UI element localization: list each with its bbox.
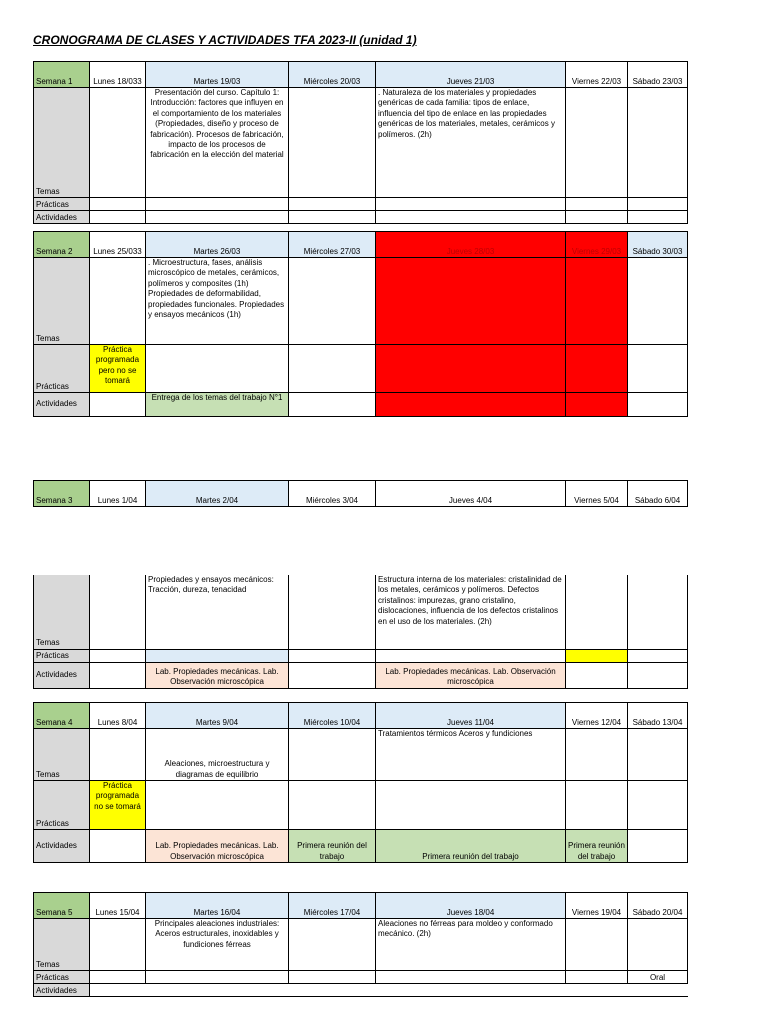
day-header: Jueves 21/03 — [376, 62, 566, 88]
day-header: Viernes 22/03 — [566, 62, 628, 88]
temas-row — [34, 919, 688, 971]
holiday-cell — [376, 393, 566, 417]
actividad-cell: Primera reunión del trabajo — [566, 830, 628, 863]
week-1-table — [33, 61, 688, 224]
day-header: Miércoles 3/04 — [289, 481, 376, 507]
tema-cell: Aleaciones, microestructura y diagramas de equilibrio — [146, 729, 289, 781]
day-header: Jueves 4/04 — [376, 481, 566, 507]
week-2-table — [33, 231, 688, 417]
cell — [628, 88, 688, 198]
day-header: Jueves 11/04 — [376, 703, 566, 729]
day-header: Miércoles 17/04 — [289, 893, 376, 919]
week-label: Semana 3 — [34, 481, 90, 507]
tema-cell: Aleaciones no férreas para moldeo y conformado mecánico. (2h) — [376, 919, 566, 971]
cell — [90, 258, 146, 345]
tema-cell: Propiedades y ensayos mecánicos: Tracción, dureza, tenacidad — [146, 575, 289, 649]
actividades-row — [34, 662, 688, 688]
week-header-row — [34, 62, 688, 88]
highlight-cell — [566, 649, 628, 662]
actividad-cell: Primera reunión del trabajo — [376, 830, 566, 863]
tema-cell: Estructura interna de los materiales: cristalinidad de los metales, cerámicos y polímeros. Defectos cristalinos: impurezas, grano cristalino, dislocaciones, influencia de los defectos cristalinos en el uso de los materiales. (2h) — [376, 575, 566, 649]
day-header: Lunes 15/04 — [90, 893, 146, 919]
day-header: Sábado 30/03 — [628, 232, 688, 258]
day-header: Sábado 13/04 — [628, 703, 688, 729]
day-header: Martes 9/04 — [146, 703, 289, 729]
week-5-table — [33, 892, 688, 997]
practicas-row — [34, 649, 688, 662]
day-header: Sábado 20/04 — [628, 893, 688, 919]
week-label: Semana 1 — [34, 62, 90, 88]
actividad-cell: Lab. Propiedades mecánicas. Lab. Observación microscópica — [146, 830, 289, 863]
day-header: Miércoles 20/03 — [289, 62, 376, 88]
holiday-cell — [566, 345, 628, 393]
actividades-row — [34, 393, 688, 417]
practicas-row — [34, 198, 688, 211]
week-header-row — [34, 893, 688, 919]
cell — [289, 258, 376, 345]
row-label: Prácticas — [34, 971, 90, 984]
row-label: Temas — [34, 88, 90, 198]
week-header-row — [34, 481, 688, 507]
actividades-row — [34, 984, 688, 997]
day-header: Lunes 25/033 — [90, 232, 146, 258]
day-header: Jueves 18/04 — [376, 893, 566, 919]
row-label: Actividades — [34, 662, 90, 688]
actividades-row — [34, 830, 688, 863]
day-header: Viernes 19/04 — [566, 893, 628, 919]
holiday-cell — [376, 258, 566, 345]
row-label: Temas — [34, 919, 90, 971]
row-label: Temas — [34, 729, 90, 781]
row-label: Actividades — [34, 393, 90, 417]
temas-row — [34, 575, 688, 649]
day-header: Martes 16/04 — [146, 893, 289, 919]
tema-cell: Principales aleaciones industriales: Aceros estructurales, inoxidables y fundiciones férreas — [146, 919, 289, 971]
practica-note: Práctica programada no se tomará — [90, 781, 146, 830]
day-header: Lunes 18/033 — [90, 62, 146, 88]
week-label: Semana 2 — [34, 232, 90, 258]
row-label: Temas — [34, 258, 90, 345]
tema-cell: Presentación del curso. Capítulo 1: Introducción: factores que influyen en el comportamiento de los materiales (Propiedades, diseño y proceso de fabricación). Procesos de fabricación, impacto de los procesos de fabricación en la elección del material — [146, 88, 289, 198]
row-label: Actividades — [34, 830, 90, 863]
row-label: Prácticas — [34, 198, 90, 211]
cell — [566, 88, 628, 198]
row-label: Prácticas — [34, 781, 90, 830]
day-header: Martes 2/04 — [146, 481, 289, 507]
week-3-body-table — [33, 575, 688, 689]
practica-note: Oral — [628, 971, 688, 984]
day-header-holiday: Viernes 29/03 — [566, 232, 628, 258]
page-title: CRONOGRAMA DE CLASES Y ACTIVIDADES TFA 2023-II (unidad 1) — [33, 33, 417, 47]
day-header-holiday: Jueves 28/03 — [376, 232, 566, 258]
row-label: Actividades — [34, 211, 90, 224]
temas-row — [34, 729, 688, 781]
row-label: Prácticas — [34, 345, 90, 393]
week-label: Semana 5 — [34, 893, 90, 919]
practicas-row — [34, 781, 688, 830]
day-header: Martes 26/03 — [146, 232, 289, 258]
tema-cell: . Naturaleza de los materiales y propiedades genéricas de cada familia: tipos de enlace, influencia del tipo de enlace en las propiedades genéricas de los materiales, metales, cerámicos y polímeros. (2h) — [376, 88, 566, 198]
week-header-row — [34, 703, 688, 729]
tema-cell: . Microestructura, fases, análisis microscópico de metales, cerámicos, polímeros y composites (1h) Propiedades de deformabilidad, propiedades funcionales. Propiedades y ensayos mecánicos (1h) — [146, 258, 289, 345]
day-header: Viernes 12/04 — [566, 703, 628, 729]
actividad-cell: Primera reunión del trabajo — [289, 830, 376, 863]
week-3-header-table — [33, 480, 688, 507]
week-label: Semana 4 — [34, 703, 90, 729]
temas-row — [34, 258, 688, 345]
day-header: Miércoles 27/03 — [289, 232, 376, 258]
holiday-cell — [566, 258, 628, 345]
day-header: Lunes 8/04 — [90, 703, 146, 729]
week-4-table — [33, 702, 688, 863]
practicas-row — [34, 971, 688, 984]
week-header-row — [34, 232, 688, 258]
row-label: Temas — [34, 575, 90, 649]
row-label: Actividades — [34, 984, 90, 997]
holiday-cell — [566, 393, 628, 417]
actividad-cell: Lab. Propiedades mecánicas. Lab. Observación microscópica — [146, 662, 289, 688]
actividad-cell: Lab. Propiedades mecánicas. Lab. Observación microscópica — [376, 662, 566, 688]
actividad-cell: Entrega de los temas del trabajo N°1 — [146, 393, 289, 417]
cell — [289, 88, 376, 198]
row-label: Prácticas — [34, 649, 90, 662]
actividades-row — [34, 211, 688, 224]
cell — [628, 258, 688, 345]
practicas-row — [34, 345, 688, 393]
day-header: Martes 19/03 — [146, 62, 289, 88]
temas-row — [34, 88, 688, 198]
day-header: Sábado 23/03 — [628, 62, 688, 88]
day-header: Miércoles 10/04 — [289, 703, 376, 729]
holiday-cell — [376, 345, 566, 393]
cell — [90, 88, 146, 198]
tema-cell: Tratamientos térmicos Aceros y fundiciones — [376, 729, 566, 781]
day-header: Lunes 1/04 — [90, 481, 146, 507]
day-header: Sábado 6/04 — [628, 481, 688, 507]
practica-note: Práctica programada pero no se tomará — [90, 345, 146, 393]
day-header: Viernes 5/04 — [566, 481, 628, 507]
